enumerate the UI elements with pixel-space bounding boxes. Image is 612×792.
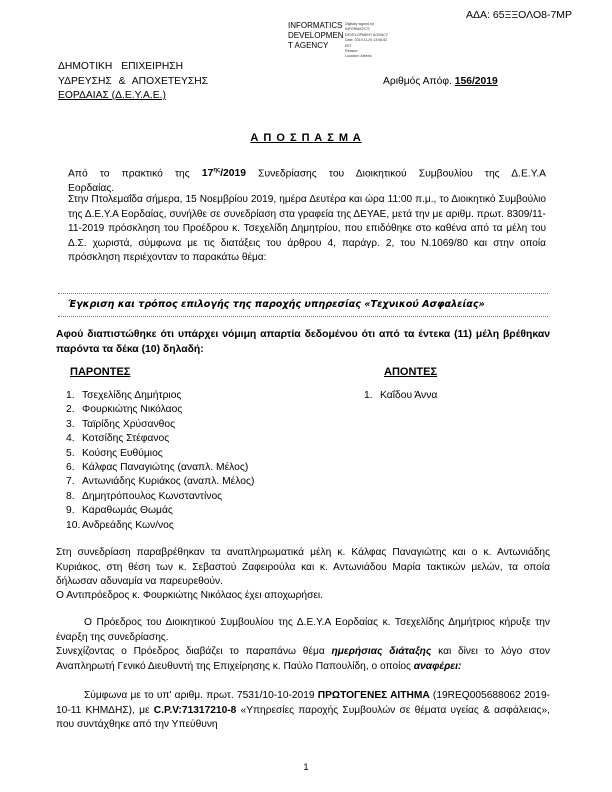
present-member (66, 461, 254, 475)
session-ordinal: 17 (201, 168, 214, 180)
substitutes-paragraph: Στη συνεδρίαση παραβρέθηκαν τα αναπληρωματικά μέλη κ. Κάλφας Παναγιώτης και ο κ. Αντωνιάδης Κυριάκος, στη θέση των κ. Σεβαστού Ζαφειρούλα και κ. Αντωνιάδου Μαρία τακτικών μελών, τα οποία δήλωσαν αδυναμία να παρευρεθούν. (56, 547, 550, 587)
member-name: Ταϊρίδης Χρύσανθος (82, 418, 176, 430)
member-number: 4. (66, 433, 75, 445)
signature-stamp (288, 21, 418, 65)
intro-prefix: Από το πρακτικό της (68, 168, 190, 180)
reports-label: αναφέρει: (413, 660, 462, 672)
present-heading: ΠΑΡΟΝΤΕΣ (70, 366, 131, 378)
member-number: 8. (66, 490, 75, 502)
request-text-a: Σύμφωνα με το υπ' αριθμ. πρωτ. 7531/10-10-2019 (84, 690, 318, 701)
stamp-fine-print: Digitally signed by (345, 22, 374, 26)
intro-rest: Συνεδρίασης του Διοικητικού Συμβουλίου της Δ.Ε.Υ.Α (258, 168, 546, 180)
org-header (58, 60, 208, 104)
session-suffix: ης (213, 168, 221, 174)
stamp-fine-print: DEVELOPMENT AGENCY (345, 32, 389, 37)
member-number: 2. (66, 404, 75, 416)
member-name: Αντωνιάδης Κυριάκος (αναπλ. Μέλος) (82, 476, 255, 488)
document-title: Α Π Ο Σ Π Α Σ Μ Α (250, 132, 362, 144)
cpv-code: C.P.V:71317210-8 (153, 704, 237, 716)
ada-code: ΑΔΑ: 65ΞΞΟΛΟ8-7ΜΡ (466, 9, 573, 21)
request-text-c: «Υπηρεσίες παροχής Συμβουλών σε θέματα υγείας & ασφάλειας», που συντάχθηκε από την Υπεύθυνη (56, 704, 550, 730)
present-section (66, 365, 130, 380)
divider-top (58, 293, 548, 294)
org-line-3: ΕΟΡΔΑΙΑΣ (Δ.Ε.Υ.Α.Ε.) (58, 90, 166, 101)
member-name: Κούσης Ευθύμιος (82, 447, 163, 459)
present-member (66, 519, 254, 533)
stamp-fine-print: EET (345, 43, 352, 48)
divider-bottom (58, 316, 548, 317)
member-name: Καραθωμάς Θωμάς (82, 505, 173, 517)
continuing-text-b: και δίνει το λόγο στον Αναπληρωτή Γενικό Διευθυντή της Επιχείρησης κ. Παύλο Παπουλίδη, ο οποίος (56, 646, 550, 672)
intro-paragraph-1 (68, 164, 546, 196)
present-member (66, 403, 254, 417)
decision-label: Αριθμός Απόφ. (383, 76, 452, 87)
member-number: 10. (66, 519, 81, 531)
org-line-2: ΥΔΡΕΥΣΗΣ & ΑΠΟΧΕΤΕΥΣΗΣ (58, 75, 209, 87)
agenda-emphasis: ημερήσιας διάταξης (331, 646, 432, 657)
member-name: Κοτσίδης Στέφανος (82, 433, 170, 445)
member-number: 5. (66, 447, 75, 459)
present-list (66, 389, 254, 533)
member-name: Φουρκιώτης Νικόλαος (82, 404, 183, 416)
session-year: /2019 (220, 168, 246, 180)
member-number: 1. (66, 390, 75, 401)
present-member (66, 504, 254, 518)
present-member (66, 490, 254, 504)
member-number: 7. (66, 476, 75, 488)
stamp-fine-print: Location: Athens (345, 54, 372, 59)
decision-number (383, 75, 498, 89)
stamp-line: INFORMATICS (288, 21, 343, 30)
page-number: 1 (303, 762, 309, 773)
quorum-statement: Αφού διαπιστώθηκε ότι υπάρχει νόμιμη απαρτία δεδομένου ότι από τα έντεκα (11) μέλη βρέθηκαν παρόντα τα δέκα (10) δηλαδή: (56, 329, 550, 355)
decision-value: 156/2019 (454, 76, 498, 87)
stamp-line: T AGENCY (288, 41, 329, 51)
opening-paragraph: Ο Πρόεδρος του Διοικητικού Συμβουλίου της Δ.Ε.Υ.Α Εορδαίας κ. Τσεχελίδης Δημήτριος κήρυξε την έναρξη της συνεδρίασης. (56, 617, 550, 643)
absent-list (364, 389, 437, 403)
intro-paragraph-2: Στην Πτολεμαΐδα σήμερα, 15 Νοεμβρίου 2019, ημέρα Δευτέρα και ώρα 11:00 π.μ., το Διοικητικό Συμβούλιο της Δ.Ε.Υ.Α Εορδαίας, συνήλθε σε συνεδρίαση στα γραφεία της ΔΕΥΑΕ, μετά την με αριθμ. πρωτ. 8309/11-11-2019 πρόσκληση του Προέδρου κ. Τσεχελίδη Δημητρίου, που επιδόθηκε στο καθένα από τα μέλη του Δ.Σ. χωριστά, σύμφωνα με τις διατάξεις του άρθρου 4, παράγρ. 2, του Ν.1069/80 και στην οποία πρόσκληση περιέχονταν το παρακάτω θέμα: (68, 194, 546, 264)
absent-heading: ΑΠΟΝΤΕΣ (384, 366, 438, 378)
member-name: Τσεχελίδης Δημήτριος (82, 390, 182, 401)
request-text-b: (19REQ005688062 2019-10-11 ΚΗΜΔΗΣ), με (56, 690, 550, 716)
stamp-fine-print: Reason: (345, 49, 359, 54)
member-number: 3. (66, 418, 75, 430)
member-number: 9. (66, 505, 75, 517)
stamp-line: DEVELOPMEN (288, 31, 344, 41)
present-member (66, 418, 254, 432)
member-name: Ανδρεάδης Κων/νος (82, 519, 174, 531)
member-name: Δημητρόπουλος Κωνσταντίνος (82, 490, 223, 502)
member-name: Καΐδου Άννα (380, 390, 438, 401)
present-member (66, 389, 254, 403)
vice-president-note: Ο Αντιπρόεδρος κ. Φουρκιώτης Νικόλαος έχει αποχωρήσει. (56, 590, 323, 601)
stamp-fine-print: Date: 2019.11.29 13:56:52 (345, 38, 388, 43)
absent-member (364, 389, 437, 403)
continuing-paragraph (56, 645, 550, 674)
session-number (202, 168, 246, 179)
stamp-fine-print: INFORMATICS (345, 27, 370, 32)
continuing-text-a: Συνεχίζοντας ο Πρόεδρος διαβάζει το παραπάνω θέμα (56, 646, 325, 657)
member-name: Κάλφας Παναγιώτης (αναπλ. Μέλος) (82, 461, 249, 473)
meeting-subject: Έγκριση και τρόπος επιλογής της παροχής υπηρεσίας «Τεχνικού Ασφαλείας» (68, 299, 485, 310)
request-paragraph (56, 689, 550, 733)
present-member (66, 475, 254, 489)
intro-line-2: Εορδαίας. (68, 182, 115, 194)
member-number: 1. (364, 390, 373, 401)
present-member (66, 447, 254, 461)
primary-request-label: ΠΡΩΤΟΓΕΝΕΣ ΑΙΤΗΜΑ (317, 690, 430, 701)
member-number: 6. (66, 461, 75, 473)
present-member (66, 432, 254, 446)
org-line-1: ΔΗΜΟΤΙΚΗ ΕΠΙΧΕΙΡΗΣΗ (58, 61, 184, 72)
